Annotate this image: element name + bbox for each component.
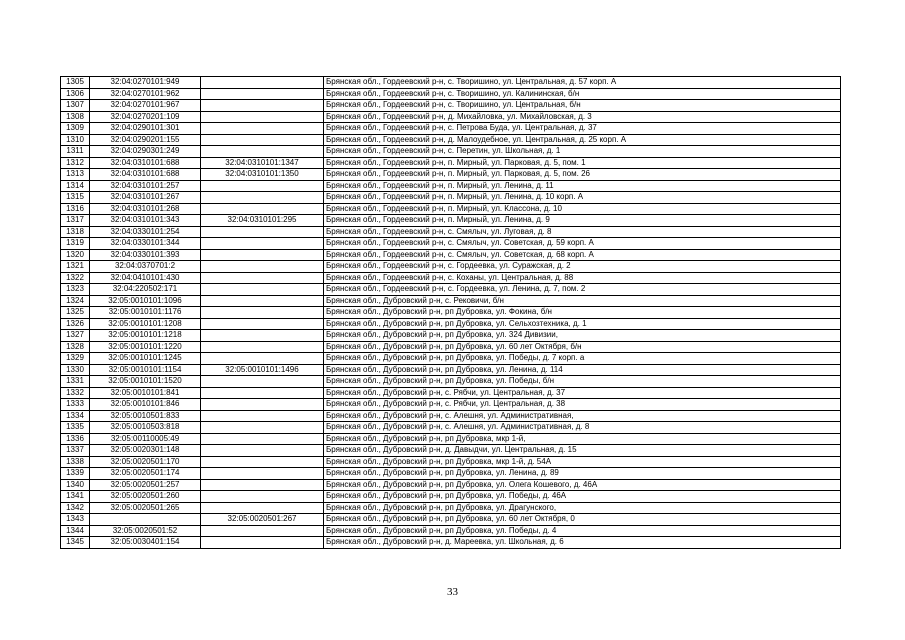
row-number-cell: 1326: [61, 318, 90, 330]
row-number-cell: 1327: [61, 330, 90, 342]
table-row: [61, 146, 841, 158]
room-cadastral-number-cell: [201, 491, 324, 503]
cadastral-number-cell: 32:04:0270101:962: [90, 88, 201, 100]
row-number-cell: 1310: [61, 134, 90, 146]
address-cell: Брянская обл., Гордеевский р-н, п. Мирный, ул. Ленина, д. 10 корп. А: [324, 192, 841, 204]
address-cell: Брянская обл., Дубровский р-н, рп Дубровка, ул. Ленина, д. 114: [324, 364, 841, 376]
cadastral-number-cell: 32:05:0020501:265: [90, 502, 201, 514]
address-cell: Брянская обл., Дубровский р-н, с. Рябчи, ул. Центральная, д. 37: [324, 387, 841, 399]
table-row: [61, 295, 841, 307]
cadastral-number-cell: 32:04:0310101:268: [90, 203, 201, 215]
address-cell: Брянская обл., Гордеевский р-н, с. Смялыч, ул. Советская, д. 59 корп. А: [324, 238, 841, 250]
row-number-cell: 1306: [61, 88, 90, 100]
room-cadastral-number-cell: [201, 295, 324, 307]
address-cell: Брянская обл., Гордеевский р-н, д. Михайловка, ул. Михайловская, д. 3: [324, 111, 841, 123]
address-cell: Брянская обл., Дубровский р-н, рп Дубровка, ул. Победы, д. 46А: [324, 491, 841, 503]
room-cadastral-number-cell: [201, 123, 324, 135]
table-row: [61, 88, 841, 100]
cadastral-number-cell: 32:04:0330101:393: [90, 249, 201, 261]
address-cell: Брянская обл., Дубровский р-н, рп Дубровка, ул. Победы, д. 4: [324, 525, 841, 537]
table-row: [61, 433, 841, 445]
cadastral-number-cell: 32:04:220502:171: [90, 284, 201, 296]
room-cadastral-number-cell: 32:04:0310101:1347: [201, 157, 324, 169]
table-row: [61, 479, 841, 491]
address-cell: Брянская обл., Гордеевский р-н, с. Творишино, ул. Центральная, д. 57 корп. А: [324, 77, 841, 89]
table-row: [61, 77, 841, 89]
address-cell: Брянская обл., Дубровский р-н, рп Дубровка, ул. 60 лет Октября, 0: [324, 514, 841, 526]
table-row: [61, 445, 841, 457]
row-number-cell: 1338: [61, 456, 90, 468]
row-number-cell: 1323: [61, 284, 90, 296]
address-cell: Брянская обл., Гордеевский р-н, с. Перетин, ул. Школьная, д. 1: [324, 146, 841, 158]
room-cadastral-number-cell: [201, 330, 324, 342]
table-row: [61, 203, 841, 215]
room-cadastral-number-cell: [201, 146, 324, 158]
row-number-cell: 1322: [61, 272, 90, 284]
row-number-cell: 1329: [61, 353, 90, 365]
cadastral-number-cell: 32:04:0270101:967: [90, 100, 201, 112]
row-number-cell: 1321: [61, 261, 90, 273]
registry-table-body: [61, 77, 841, 549]
address-cell: Брянская обл., Дубровский р-н, рп Дубровка, ул. 324 Дивизии,: [324, 330, 841, 342]
row-number-cell: 1311: [61, 146, 90, 158]
row-number-cell: 1314: [61, 180, 90, 192]
address-cell: Брянская обл., Дубровский р-н, с. Алешня, ул. Административная, д. 8: [324, 422, 841, 434]
row-number-cell: 1332: [61, 387, 90, 399]
cadastral-number-cell: 32:05:0020301:148: [90, 445, 201, 457]
table-row: [61, 215, 841, 227]
room-cadastral-number-cell: [201, 261, 324, 273]
address-cell: Брянская обл., Дубровский р-н, рп Дубровка, ул. Олега Кошевого, д. 46А: [324, 479, 841, 491]
room-cadastral-number-cell: [201, 111, 324, 123]
table-row: [61, 318, 841, 330]
table-row: [61, 330, 841, 342]
address-cell: Брянская обл., Дубровский р-н, рп Дубровка, ул. Ленина, д. 89: [324, 468, 841, 480]
room-cadastral-number-cell: [201, 410, 324, 422]
cadastral-number-cell: 32:04:0330101:344: [90, 238, 201, 250]
cadastral-number-cell: 32:05:0010503:818: [90, 422, 201, 434]
table-row: [61, 387, 841, 399]
cadastral-number-cell: 32:05:0010101:841: [90, 387, 201, 399]
cadastral-number-cell: 32:04:0370701:2: [90, 261, 201, 273]
table-row: [61, 456, 841, 468]
row-number-cell: 1324: [61, 295, 90, 307]
table-row: [61, 307, 841, 319]
row-number-cell: 1307: [61, 100, 90, 112]
row-number-cell: 1312: [61, 157, 90, 169]
row-number-cell: 1340: [61, 479, 90, 491]
room-cadastral-number-cell: [201, 525, 324, 537]
row-number-cell: 1333: [61, 399, 90, 411]
row-number-cell: 1339: [61, 468, 90, 480]
row-number-cell: 1343: [61, 514, 90, 526]
cadastral-number-cell: 32:05:0010501:833: [90, 410, 201, 422]
table-row: [61, 100, 841, 112]
room-cadastral-number-cell: [201, 284, 324, 296]
row-number-cell: 1309: [61, 123, 90, 135]
room-cadastral-number-cell: 32:05:0020501:267: [201, 514, 324, 526]
row-number-cell: 1334: [61, 410, 90, 422]
row-number-cell: 1318: [61, 226, 90, 238]
table-row: [61, 169, 841, 181]
address-cell: Брянская обл., Дубровский р-н, с. Алешня, ул. Административная,: [324, 410, 841, 422]
table-row: [61, 422, 841, 434]
table-row: [61, 468, 841, 480]
room-cadastral-number-cell: [201, 445, 324, 457]
row-number-cell: 1345: [61, 537, 90, 549]
room-cadastral-number-cell: [201, 238, 324, 250]
room-cadastral-number-cell: [201, 376, 324, 388]
address-cell: Брянская обл., Гордеевский р-н, с. Творишино, ул. Центральная, б/н: [324, 100, 841, 112]
row-number-cell: 1319: [61, 238, 90, 250]
table-row: [61, 353, 841, 365]
room-cadastral-number-cell: [201, 100, 324, 112]
address-cell: Брянская обл., Дубровский р-н, рп Дубровка, ул. Победы, д. 7 корп. а: [324, 353, 841, 365]
table-row: [61, 410, 841, 422]
address-cell: Брянская обл., Гордеевский р-н, с. Смялыч, ул. Луговая, д. 8: [324, 226, 841, 238]
room-cadastral-number-cell: [201, 77, 324, 89]
cadastral-number-cell: 32:05:0020501:52: [90, 525, 201, 537]
table-row: [61, 192, 841, 204]
address-cell: Брянская обл., Дубровский р-н, рп Дубровка, ул. Сельхозтехника, д. 1: [324, 318, 841, 330]
address-cell: Брянская обл., Дубровский р-н, рп Дубровка, мкр 1-й,: [324, 433, 841, 445]
table-row: [61, 502, 841, 514]
cadastral-number-cell: 32:04:0290101:301: [90, 123, 201, 135]
cadastral-number-cell: 32:05:0010101:1208: [90, 318, 201, 330]
row-number-cell: 1320: [61, 249, 90, 261]
room-cadastral-number-cell: [201, 387, 324, 399]
room-cadastral-number-cell: [201, 203, 324, 215]
table-row: [61, 537, 841, 549]
cadastral-number-cell: 32:04:0330101:254: [90, 226, 201, 238]
room-cadastral-number-cell: [201, 134, 324, 146]
room-cadastral-number-cell: 32:04:0310101:295: [201, 215, 324, 227]
cadastral-number-cell: 32:04:0310101:688: [90, 169, 201, 181]
cadastral-number-cell: [90, 514, 201, 526]
room-cadastral-number-cell: [201, 433, 324, 445]
table-row: [61, 157, 841, 169]
address-cell: Брянская обл., Дубровский р-н, рп Дубровка, ул. Фокина, б/н: [324, 307, 841, 319]
room-cadastral-number-cell: [201, 249, 324, 261]
cadastral-number-cell: 32:05:0010101:1218: [90, 330, 201, 342]
room-cadastral-number-cell: [201, 307, 324, 319]
table-row: [61, 514, 841, 526]
cadastral-number-cell: 32:05:0020501:260: [90, 491, 201, 503]
address-cell: Брянская обл., Дубровский р-н, с. Рябчи, ул. Центральная, д. 38: [324, 399, 841, 411]
room-cadastral-number-cell: [201, 468, 324, 480]
address-cell: Брянская обл., Дубровский р-н, рп Дубровка, ул. 60 лет Октября, б/н: [324, 341, 841, 353]
room-cadastral-number-cell: [201, 537, 324, 549]
room-cadastral-number-cell: [201, 226, 324, 238]
cadastral-number-cell: 32:05:0010101:1520: [90, 376, 201, 388]
row-number-cell: 1342: [61, 502, 90, 514]
table-row: [61, 376, 841, 388]
cadastral-number-cell: 32:04:0310101:688: [90, 157, 201, 169]
cadastral-number-cell: 32:04:0310101:343: [90, 215, 201, 227]
cadastral-number-cell: 32:04:0290301:249: [90, 146, 201, 158]
address-cell: Брянская обл., Гордеевский р-н, п. Мирный, ул. Парковая, д. 5, пом. 26: [324, 169, 841, 181]
table-row: [61, 123, 841, 135]
cadastral-number-cell: 32:04:0270101:949: [90, 77, 201, 89]
table-row: [61, 399, 841, 411]
room-cadastral-number-cell: [201, 180, 324, 192]
room-cadastral-number-cell: [201, 88, 324, 100]
row-number-cell: 1313: [61, 169, 90, 181]
row-number-cell: 1317: [61, 215, 90, 227]
row-number-cell: 1330: [61, 364, 90, 376]
row-number-cell: 1315: [61, 192, 90, 204]
address-cell: Брянская обл., Гордеевский р-н, с. Гордеевка, ул. Суражская, д. 2: [324, 261, 841, 273]
address-cell: Брянская обл., Дубровский р-н, рп Дубровка, ул. Победы, б/н: [324, 376, 841, 388]
table-row: [61, 261, 841, 273]
table-row: [61, 491, 841, 503]
address-cell: Брянская обл., Гордеевский р-н, д. Малоудебное, ул. Центральная, д. 25 корп. А: [324, 134, 841, 146]
cadastral-number-cell: 32:05:0020501:257: [90, 479, 201, 491]
room-cadastral-number-cell: [201, 272, 324, 284]
row-number-cell: 1305: [61, 77, 90, 89]
room-cadastral-number-cell: [201, 341, 324, 353]
table-row: [61, 134, 841, 146]
cadastral-number-cell: 32:05:0030401:154: [90, 537, 201, 549]
address-cell: Брянская обл., Дубровский р-н, д. Давыдчи, ул. Центральная, д. 15: [324, 445, 841, 457]
cadastral-number-cell: 32:04:0290201:155: [90, 134, 201, 146]
row-number-cell: 1341: [61, 491, 90, 503]
room-cadastral-number-cell: [201, 502, 324, 514]
address-cell: Брянская обл., Дубровский р-н, рп Дубровка, ул. Драгунского,: [324, 502, 841, 514]
cadastral-number-cell: 32:05:0010101:1154: [90, 364, 201, 376]
address-cell: Брянская обл., Гордеевский р-н, с. Гордеевка, ул. Ленина, д. 7, пом. 2: [324, 284, 841, 296]
room-cadastral-number-cell: 32:04:0310101:1350: [201, 169, 324, 181]
address-cell: Брянская обл., Гордеевский р-н, п. Мирный, ул. Ленина, д. 11: [324, 180, 841, 192]
row-number-cell: 1325: [61, 307, 90, 319]
cadastral-number-cell: 32:04:0270201:109: [90, 111, 201, 123]
cadastral-number-cell: 32:05:0010101:1176: [90, 307, 201, 319]
row-number-cell: 1335: [61, 422, 90, 434]
address-cell: Брянская обл., Дубровский р-н, д. Мареевка, ул. Школьная, д. 6: [324, 537, 841, 549]
table-row: [61, 272, 841, 284]
address-cell: Брянская обл., Дубровский р-н, с. Рековичи, б/н: [324, 295, 841, 307]
address-cell: Брянская обл., Гордеевский р-н, п. Мирный, ул. Ленина, д. 9: [324, 215, 841, 227]
room-cadastral-number-cell: [201, 422, 324, 434]
row-number-cell: 1336: [61, 433, 90, 445]
cadastral-number-cell: 32:05:0010101:1245: [90, 353, 201, 365]
room-cadastral-number-cell: [201, 192, 324, 204]
address-cell: Брянская обл., Гордеевский р-н, п. Мирный, ул. Парковая, д. 5, пом. 1: [324, 157, 841, 169]
table-row: [61, 180, 841, 192]
table-row: [61, 226, 841, 238]
row-number-cell: 1328: [61, 341, 90, 353]
table-row: [61, 364, 841, 376]
cadastral-number-cell: 32:05:0010101:1220: [90, 341, 201, 353]
table-row: [61, 111, 841, 123]
table-row: [61, 238, 841, 250]
room-cadastral-number-cell: [201, 399, 324, 411]
address-cell: Брянская обл., Гордеевский р-н, с. Коханы, ул. Центральная, д. 88: [324, 272, 841, 284]
row-number-cell: 1337: [61, 445, 90, 457]
table-row: [61, 341, 841, 353]
cadastral-number-cell: 32:05:0010101:1096: [90, 295, 201, 307]
address-cell: Брянская обл., Дубровский р-н, рп Дубровка, мкр 1-й, д. 54А: [324, 456, 841, 468]
address-cell: Брянская обл., Гордеевский р-н, с. Петрова Буда, ул. Центральная, д. 37: [324, 123, 841, 135]
room-cadastral-number-cell: [201, 456, 324, 468]
cadastral-number-cell: 32:04:0410101:430: [90, 272, 201, 284]
row-number-cell: 1344: [61, 525, 90, 537]
cadastral-number-cell: 32:04:0310101:257: [90, 180, 201, 192]
cadastral-number-cell: 32:05:0020501:174: [90, 468, 201, 480]
address-cell: Брянская обл., Гордеевский р-н, с. Творишино, ул. Калининская, б/н: [324, 88, 841, 100]
page-number: 33: [447, 586, 458, 598]
cadastral-number-cell: 32:05:00110005:49: [90, 433, 201, 445]
registry-table: [60, 76, 841, 549]
cadastral-number-cell: 32:04:0310101:267: [90, 192, 201, 204]
room-cadastral-number-cell: [201, 479, 324, 491]
cadastral-number-cell: 32:05:0020501:170: [90, 456, 201, 468]
row-number-cell: 1331: [61, 376, 90, 388]
table-row: [61, 525, 841, 537]
room-cadastral-number-cell: [201, 353, 324, 365]
row-number-cell: 1316: [61, 203, 90, 215]
table-row: [61, 284, 841, 296]
cadastral-number-cell: 32:05:0010101:846: [90, 399, 201, 411]
room-cadastral-number-cell: [201, 318, 324, 330]
room-cadastral-number-cell: 32:05:0010101:1496: [201, 364, 324, 376]
address-cell: Брянская обл., Гордеевский р-н, п. Мирный, ул. Классона, д. 10: [324, 203, 841, 215]
address-cell: Брянская обл., Гордеевский р-н, с. Смялыч, ул. Советская, д. 68 корп. А: [324, 249, 841, 261]
row-number-cell: 1308: [61, 111, 90, 123]
table-row: [61, 249, 841, 261]
